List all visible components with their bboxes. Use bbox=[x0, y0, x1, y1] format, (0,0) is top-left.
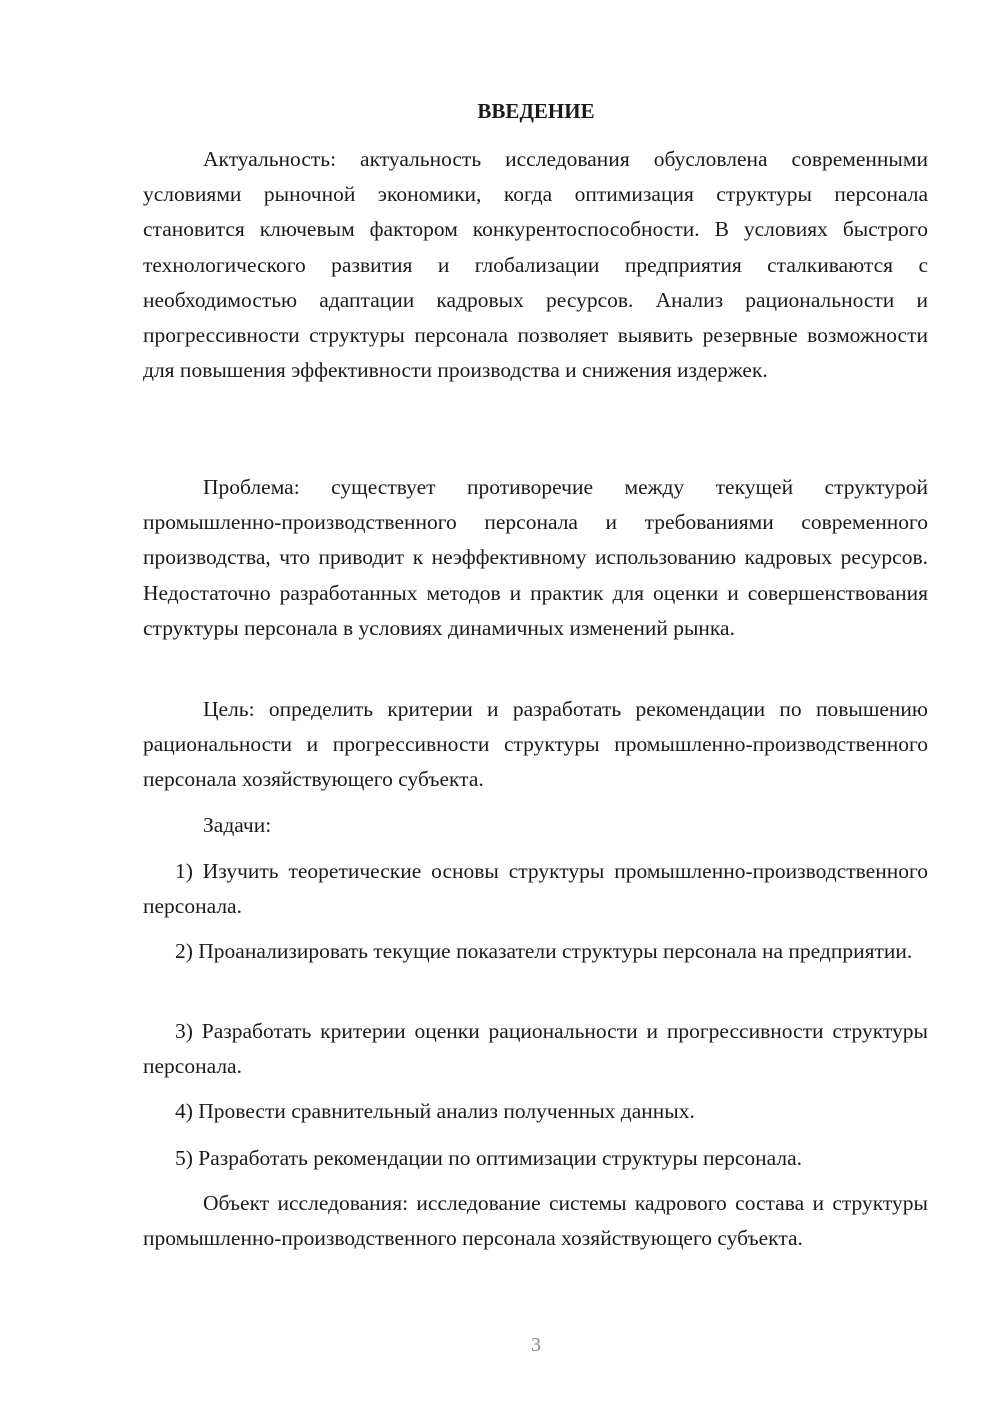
list-item-task-5: 5) Разработать рекомендации по оптимизации структуры персонала. bbox=[175, 1146, 803, 1170]
paragraph-relevance: Актуальность: актуальность исследования обусловлена современными условиями рыночной экономики, когда оптимизация структуры персонала становится ключевым фактором конкурентоспособности. В условиях быстрого технологического развития и глобализации предприятия сталкиваются с необходимостью адаптации кадровых ресурсов. Анализ рациональности и прогрессивности структуры персонала позволяет выявить резервные возможности для повышения эффективности производства и снижения издержек. bbox=[143, 147, 928, 383]
list-item-task-4: 4) Провести сравнительный анализ полученных данных. bbox=[175, 1099, 695, 1123]
paragraph-problem: Проблема: существует противоречие между текущей структурой промышленно-производственного персонала и требованиями современного производства, что приводит к неэффективному использованию кадровых ресурсов. Недостаточно разработанных методов и практик для оценки и совершенствования структуры персонала в условиях динамичных изменений рынка. bbox=[143, 475, 928, 640]
page-number: 3 bbox=[531, 1334, 541, 1356]
section-title bbox=[72, 96, 1000, 126]
paragraph-tasks-heading: Задачи: bbox=[203, 813, 272, 837]
list-item-task-1: 1) Изучить теоретические основы структуры промышленно-производственного персонала. bbox=[143, 859, 928, 919]
section-title-text: ВВЕДЕНИЕ bbox=[477, 99, 595, 123]
paragraph-goal: Цель: определить критерии и разработать рекомендации по повышению рациональности и прогрессивности структуры промышленно-производственного персонала хозяйствующего субъекта. bbox=[143, 697, 928, 792]
list-item-task-2: 2) Проанализировать текущие показатели структуры персонала на предприятии. bbox=[175, 939, 913, 963]
list-item-task-3: 3) Разработать критерии оценки рациональности и прогрессивности структуры персонала. bbox=[143, 1019, 928, 1079]
paragraph-object: Объект исследования: исследование системы кадрового состава и структуры промышленно-производственного персонала хозяйствующего субъекта. bbox=[143, 1191, 928, 1251]
